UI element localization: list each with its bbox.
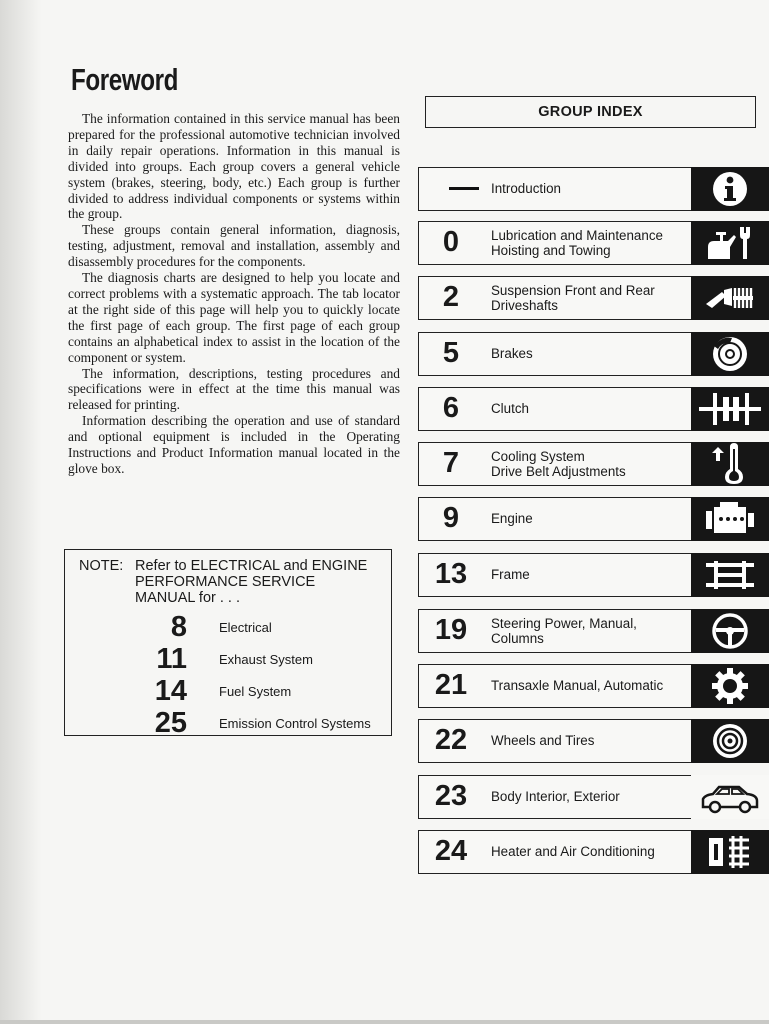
group-label bbox=[491, 333, 691, 374]
group-label bbox=[491, 720, 691, 761]
group-tab-6[interactable] bbox=[418, 387, 769, 431]
group-number: 7 bbox=[442, 447, 460, 479]
note-item-number: 11 bbox=[156, 643, 187, 675]
oilcan-wrench-icon bbox=[691, 221, 769, 265]
group-label-line: Brakes bbox=[491, 346, 533, 361]
note-text-line: MANUAL for . . . bbox=[135, 590, 241, 606]
note-item-number: 8 bbox=[170, 611, 187, 643]
group-number: 0 bbox=[442, 226, 460, 258]
group-label bbox=[491, 665, 691, 706]
note-box bbox=[64, 549, 392, 739]
group-index-title: GROUP INDEX bbox=[425, 96, 756, 128]
group-label bbox=[491, 610, 691, 651]
engine-icon bbox=[691, 497, 769, 541]
gear-icon bbox=[691, 664, 769, 708]
foreword-text bbox=[68, 111, 400, 477]
car-body-icon bbox=[691, 775, 769, 819]
note-item bbox=[135, 644, 385, 674]
group-number: 24 bbox=[434, 835, 468, 867]
group-label-line: Frame bbox=[491, 567, 530, 582]
group-label bbox=[491, 168, 691, 209]
group-tab-5[interactable] bbox=[418, 332, 769, 376]
foreword-paragraph: Information describing the operation and use of standard and optional equipment is included in the Operating Instructions and Product Information manual located in the glove box. bbox=[68, 413, 400, 476]
group-label bbox=[491, 554, 691, 595]
group-number: 21 bbox=[434, 669, 468, 701]
note-item-label: Emission Control Systems bbox=[219, 716, 371, 731]
clutch-icon bbox=[691, 387, 769, 431]
wheel-icon bbox=[691, 719, 769, 763]
info-icon bbox=[691, 167, 769, 211]
group-label-line: Body Interior, Exterior bbox=[491, 789, 620, 804]
group-label-line: Drive Belt Adjustments bbox=[491, 463, 626, 479]
group-number: 5 bbox=[442, 337, 460, 369]
group-number: 6 bbox=[442, 392, 460, 424]
group-number: 13 bbox=[434, 558, 468, 590]
group-label-line: Heater and Air Conditioning bbox=[491, 844, 655, 859]
group-tab-13[interactable] bbox=[418, 553, 769, 597]
group-tab-19[interactable] bbox=[418, 609, 769, 653]
group-tab-23[interactable] bbox=[418, 775, 769, 819]
note-text-line: PERFORMANCE SERVICE bbox=[135, 574, 316, 590]
group-number: 9 bbox=[442, 502, 460, 534]
thermometer-icon bbox=[691, 442, 769, 486]
note-text-line: Refer to ELECTRICAL and ENGINE bbox=[135, 558, 368, 574]
group-label-line: Driveshafts bbox=[491, 297, 558, 313]
group-label-line: Columns bbox=[491, 630, 544, 646]
group-number: 23 bbox=[434, 780, 468, 812]
brake-disc-icon bbox=[691, 332, 769, 376]
group-number: 22 bbox=[434, 724, 468, 756]
group-label-line: Introduction bbox=[491, 181, 561, 196]
group-number: 2 bbox=[442, 281, 460, 313]
group-label-line: Lubrication and Maintenance bbox=[491, 227, 663, 243]
group-label-line: Cooling System bbox=[491, 448, 585, 464]
group-label-line: Engine bbox=[491, 511, 533, 526]
heater-icon bbox=[691, 830, 769, 874]
group-tab-2[interactable] bbox=[418, 276, 769, 320]
group-tab-22[interactable] bbox=[418, 719, 769, 763]
note-item bbox=[135, 676, 385, 706]
group-number bbox=[423, 168, 479, 209]
note-item-label: Fuel System bbox=[219, 684, 292, 699]
group-label-line: Wheels and Tires bbox=[491, 733, 595, 748]
group-label-line: Hoisting and Towing bbox=[491, 242, 611, 258]
group-tab-introduction[interactable] bbox=[418, 167, 769, 211]
group-label-line: Steering Power, Manual, bbox=[491, 615, 637, 631]
foreword-paragraph: These groups contain general information, diagnosis, testing, adjustment, removal and installation, assembly and disassembly procedures for the components. bbox=[68, 222, 400, 270]
page-title: Foreword bbox=[71, 62, 179, 97]
group-label bbox=[491, 776, 691, 817]
group-label bbox=[491, 222, 691, 263]
group-label-line: Suspension Front and Rear bbox=[491, 282, 655, 298]
group-label bbox=[491, 498, 691, 539]
note-item bbox=[135, 612, 385, 642]
note-item bbox=[135, 708, 385, 738]
group-tab-7[interactable] bbox=[418, 442, 769, 486]
foreword-paragraph: The diagnosis charts are designed to help you locate and correct problems with a systematic approach. The tab locator at the right side of this page will help you to quickly locate the first page of each group. The first page of each group contains an alphabetical index to assist in the location of the component or system. bbox=[68, 270, 400, 365]
group-label bbox=[491, 831, 691, 872]
note-item-label: Exhaust System bbox=[219, 652, 313, 667]
group-tab-0[interactable] bbox=[418, 221, 769, 265]
group-label bbox=[491, 277, 691, 318]
note-item-label: Electrical bbox=[219, 620, 272, 635]
suspension-icon bbox=[691, 276, 769, 320]
foreword-paragraph: The information contained in this service manual has been prepared for the professional automotive technician involved in daily repair operations. Information in this manual is divided into groups. Each group covers a general vehicle system (brakes, steering, body, etc.) Each group is further divided to address individual components or systems within the group. bbox=[68, 111, 400, 222]
note-item-number: 14 bbox=[154, 675, 187, 707]
group-label bbox=[491, 388, 691, 429]
group-tab-21[interactable] bbox=[418, 664, 769, 708]
group-label-line: Clutch bbox=[491, 401, 529, 416]
note-text bbox=[135, 558, 385, 606]
group-label-line: Transaxle Manual, Automatic bbox=[491, 678, 664, 693]
group-tab-9[interactable] bbox=[418, 497, 769, 541]
group-tab-24[interactable] bbox=[418, 830, 769, 874]
note-item-number: 25 bbox=[154, 707, 187, 739]
steering-wheel-icon bbox=[691, 609, 769, 653]
note-label: NOTE: bbox=[79, 558, 124, 574]
group-label bbox=[491, 443, 691, 484]
group-number: 19 bbox=[434, 614, 468, 646]
page-bottom-edge bbox=[0, 1020, 769, 1024]
frame-icon bbox=[691, 553, 769, 597]
dash-marker bbox=[449, 187, 479, 190]
page-binding-shadow bbox=[0, 0, 42, 1024]
foreword-paragraph: The information, descriptions, testing procedures and specifications were in effect at the time this manual was released for printing. bbox=[68, 365, 400, 413]
